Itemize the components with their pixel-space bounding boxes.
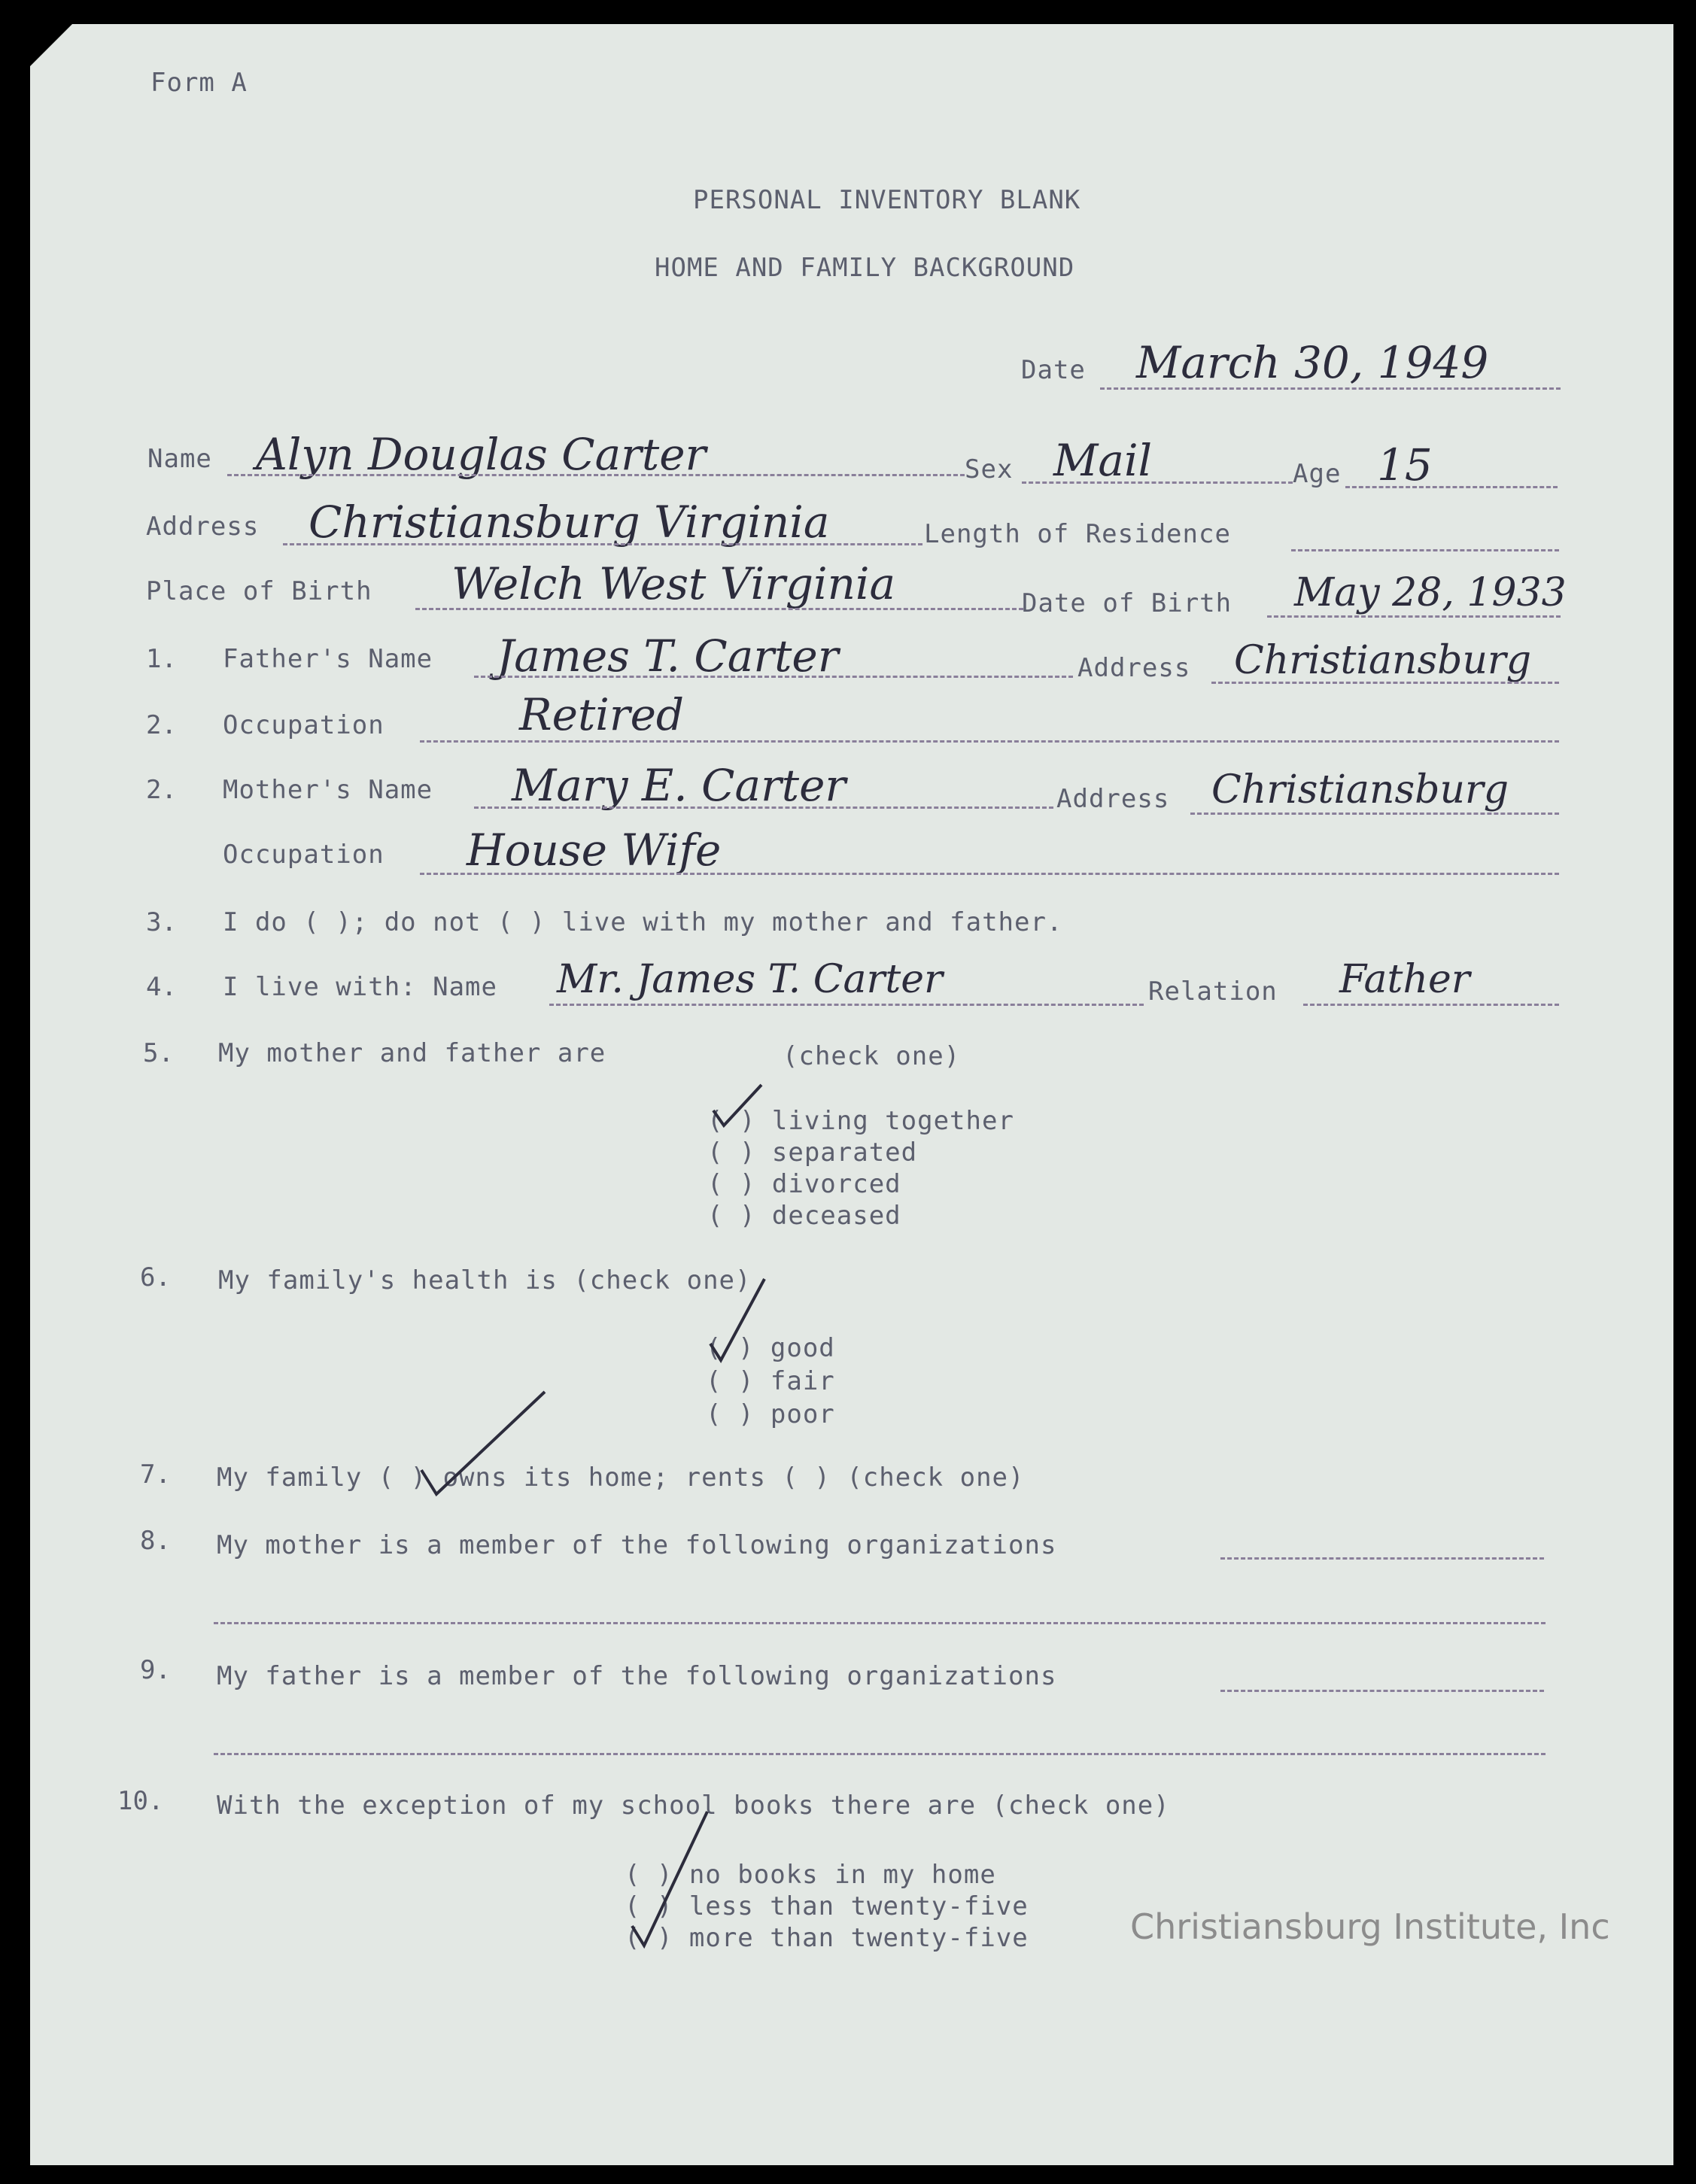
q2b-address-line	[1190, 813, 1559, 815]
q8-text: My mother is a member of the following organizations	[217, 1530, 1057, 1560]
birthdate-line	[1267, 615, 1561, 618]
q9-number: 9.	[140, 1655, 171, 1685]
birthdate-value: May 28, 1933	[1294, 570, 1567, 615]
q1-value: James T. Carter	[497, 630, 839, 682]
q4-number: 4.	[146, 972, 177, 1002]
q5-option-4: ( ) deceased	[707, 1201, 901, 1231]
address-line	[283, 543, 922, 545]
q6-option-1: ( ) good	[706, 1333, 835, 1363]
q2b-value: Mary E. Carter	[512, 760, 846, 811]
name-value: Alyn Douglas Carter	[256, 429, 707, 480]
sex-line	[1022, 481, 1293, 484]
watermark: Christiansburg Institute, Inc	[1130, 1906, 1610, 1947]
date-label: Date	[1021, 355, 1086, 385]
q10-text: With the exception of my school books there are (check one)	[217, 1791, 1170, 1821]
q2a-line	[420, 740, 1559, 743]
q9-line-2	[214, 1753, 1546, 1755]
q2b-address-value: Christiansburg	[1211, 767, 1509, 813]
q1-address-label: Address	[1077, 653, 1191, 683]
q6-option-2: ( ) fair	[706, 1366, 835, 1396]
q5-check-one: (check one)	[783, 1041, 961, 1071]
form-label: Form A	[150, 68, 248, 98]
q4-relation-value: Father	[1339, 957, 1470, 1002]
q10-option-2: ( ) less than twenty-five	[625, 1891, 1029, 1921]
q2b-label: Mother's Name	[223, 775, 433, 805]
form-subtitle: HOME AND FAMILY BACKGROUND	[655, 253, 1075, 283]
q5-number: 5.	[143, 1038, 174, 1068]
q3-number: 3.	[146, 907, 177, 937]
q5-checkmark-icon	[707, 1080, 767, 1133]
date-value: March 30, 1949	[1136, 337, 1489, 388]
q1-number: 1.	[146, 644, 177, 674]
q4-relation-line	[1303, 1004, 1559, 1006]
q2c-value: House Wife	[467, 825, 722, 876]
q8-line-2	[214, 1622, 1546, 1624]
q2a-value: Retired	[519, 689, 685, 740]
q2b-address-label: Address	[1056, 784, 1170, 814]
q2b-number: 2.	[146, 775, 177, 805]
q9-text: My father is a member of the following organizations	[217, 1661, 1057, 1691]
q10-option-1: ( ) no books in my home	[625, 1860, 996, 1890]
q5-option-3: ( ) divorced	[707, 1169, 901, 1199]
birthplace-line	[415, 608, 1023, 610]
residence-label: Length of Residence	[924, 519, 1231, 549]
sex-value: Mail	[1053, 435, 1153, 486]
form-title: PERSONAL INVENTORY BLANK	[693, 185, 1081, 215]
q1-address-line	[1211, 682, 1559, 684]
q6-text: My family's health is (check one)	[218, 1265, 752, 1296]
q2c-label: Occupation	[223, 840, 384, 870]
q5-option-2: ( ) separated	[707, 1138, 918, 1168]
q8-number: 8.	[140, 1526, 171, 1556]
date-line	[1100, 387, 1561, 390]
q2a-label: Occupation	[223, 710, 384, 740]
q5-text: My mother and father are	[218, 1038, 606, 1068]
q6-option-3: ( ) poor	[706, 1399, 835, 1429]
q1-label: Father's Name	[223, 644, 433, 674]
birthdate-label: Date of Birth	[1022, 588, 1232, 618]
q7-number: 7.	[140, 1460, 171, 1490]
birthplace-label: Place of Birth	[146, 576, 372, 606]
address-value: Christiansburg Virginia	[309, 497, 830, 548]
q1-line	[474, 676, 1073, 678]
q10-checkmark-icon	[625, 1806, 715, 1956]
q6-checkmark-icon	[704, 1271, 772, 1369]
q10-number: 10.	[117, 1786, 164, 1816]
q1-address-value: Christiansburg	[1234, 638, 1532, 683]
q2a-number: 2.	[146, 710, 177, 740]
q6-number: 6.	[140, 1262, 171, 1292]
name-line	[227, 474, 965, 476]
q10-option-3: ( ) more than twenty-five	[625, 1923, 1029, 1953]
q8-line-1	[1220, 1557, 1544, 1560]
birthplace-value: Welch West Virginia	[451, 558, 896, 609]
name-label: Name	[147, 444, 212, 474]
q2c-line	[420, 873, 1559, 875]
q4-relation-label: Relation	[1148, 977, 1278, 1007]
q9-line-1	[1220, 1690, 1544, 1692]
q7-text: My family ( ) owns its home; rents ( ) (check one)	[217, 1463, 1025, 1493]
sex-label: Sex	[965, 454, 1014, 484]
q4-label: I live with: Name	[223, 972, 497, 1002]
q5-option-1: ( ) living together	[707, 1106, 1014, 1136]
address-label: Address	[146, 512, 260, 542]
q7-checkmark-icon	[415, 1387, 551, 1500]
q4-value: Mr. James T. Carter	[557, 957, 943, 1002]
age-line	[1345, 486, 1558, 488]
age-label: Age	[1293, 459, 1342, 489]
q2b-line	[474, 806, 1053, 809]
age-value: 15	[1377, 439, 1433, 491]
residence-line	[1291, 549, 1559, 551]
q4-line	[549, 1004, 1144, 1006]
q3-text: I do ( ); do not ( ) live with my mother and father.	[223, 907, 1063, 937]
